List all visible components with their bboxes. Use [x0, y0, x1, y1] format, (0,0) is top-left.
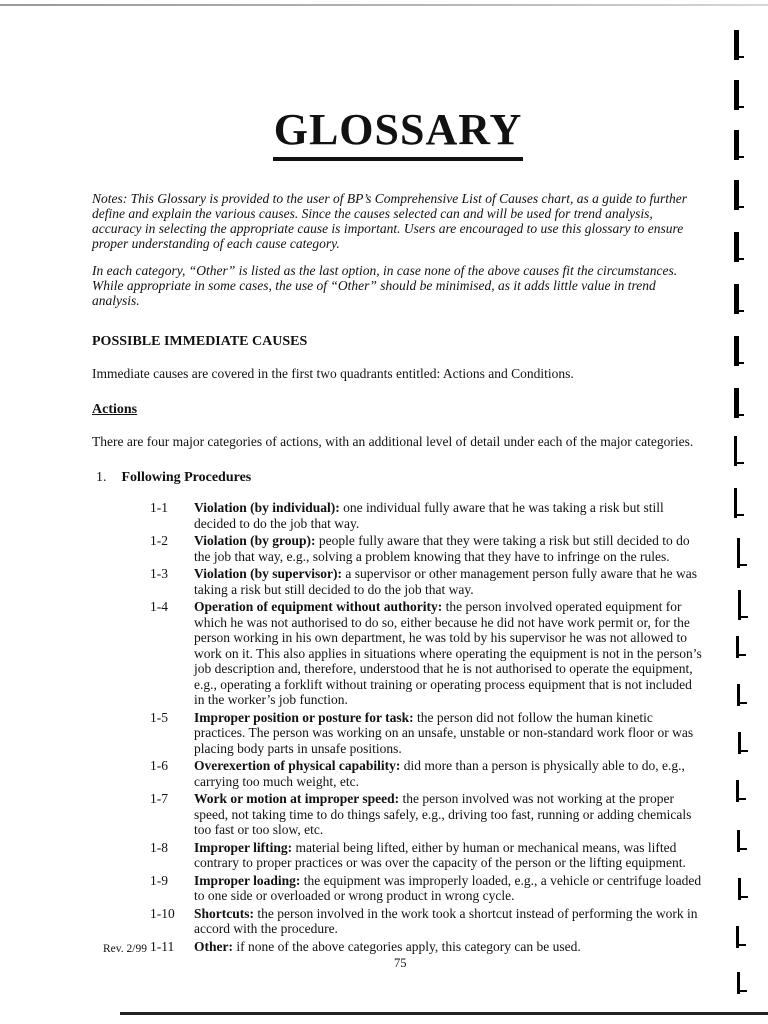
section-heading: POSSIBLE IMMEDIATE CAUSES: [92, 334, 308, 349]
edge-mark: [734, 56, 744, 58]
edge-mark: [734, 514, 744, 516]
glossary-item: [92, 599, 704, 708]
edge-mark: [736, 654, 746, 656]
category-number: 1.: [96, 470, 107, 485]
category-name: Following Procedures: [121, 470, 252, 485]
item-code: 1-4: [150, 599, 168, 614]
edge-mark: [734, 258, 744, 260]
edge-mark: [737, 564, 747, 566]
glossary-item: [92, 758, 704, 789]
cause-list: [92, 500, 704, 954]
item-term: Violation (by supervisor):: [194, 566, 342, 581]
binding-edge-marks: [728, 0, 768, 1024]
glossary-item: [92, 939, 704, 955]
item-text: did more than a person is physically able to do, e.g., carrying too much weight, etc.: [194, 758, 685, 789]
scan-top-edge: [0, 4, 768, 6]
item-code: 1-8: [150, 839, 168, 855]
edge-mark: [738, 750, 748, 752]
item-description: [194, 599, 704, 708]
glossary-item: [92, 906, 704, 937]
item-description: [194, 758, 704, 789]
item-term: Improper lifting:: [194, 839, 293, 855]
item-term: Other:: [194, 938, 233, 954]
edge-mark: [734, 414, 744, 416]
glossary-item: [92, 791, 704, 838]
item-description: [194, 791, 704, 838]
edge-mark: [734, 156, 744, 158]
glossary-item: [92, 710, 704, 757]
edge-mark: [737, 990, 747, 992]
page-title: GLOSSARY: [273, 105, 523, 154]
edge-mark: [734, 462, 744, 464]
glossary-item: [92, 840, 704, 871]
notes-block: [92, 191, 704, 308]
item-code: 1-1: [150, 500, 168, 515]
item-text: if none of the above categories apply, this category can be used.: [232, 938, 581, 954]
glossary-item: [92, 566, 704, 597]
scan-bottom-edge: [120, 1012, 768, 1015]
item-text: the person involved operated equipment for which he was not authorised to do so, either because he did not have work permit or, for the person working in his own department, he was told by his supervisor he was not allowed to work on it. This also applies in situations where operating the equipment is not in the person’s job description and, therefore, understood that he is not authorised to operate the equipment, e.g., operating a forklift without training or operating process equipment that is not included in the worker’s job function.: [194, 599, 702, 707]
subsection-heading: Actions: [92, 402, 138, 417]
item-term: Violation (by group):: [194, 533, 316, 548]
item-code: 1-2: [150, 533, 168, 548]
edge-mark: [736, 944, 746, 946]
edge-mark: [734, 310, 744, 312]
item-term: Improper loading:: [194, 872, 301, 888]
revision-label: Rev. 2/99: [103, 943, 147, 955]
item-text: the person involved was not working at the proper speed, not taking time to do things safely, e.g., driving too fast, running or adding chemicals too fast or too slow, etc.: [194, 791, 692, 837]
item-code: 1-6: [150, 758, 168, 773]
item-code: 1-9: [150, 872, 168, 888]
item-term: Violation (by individual):: [194, 500, 340, 515]
item-code: 1-5: [150, 709, 168, 725]
item-text: the person did not follow the human kinetic practices. The person was working on an unsafe, unstable or non-standard work floor or was placing body parts in unsafe positions.: [194, 709, 694, 756]
edge-mark: [734, 362, 744, 364]
edge-mark: [737, 702, 747, 704]
glossary-item: [92, 873, 704, 904]
item-description: [194, 566, 704, 597]
glossary-item: [92, 533, 704, 564]
glossary-page: [92, 96, 704, 956]
glossary-item: [92, 500, 704, 531]
item-code: 1-10: [150, 905, 175, 921]
item-text: the person involved in the work took a shortcut instead of performing the work in accord with the procedure.: [194, 905, 698, 936]
item-term: Improper position or posture for task:: [194, 709, 414, 725]
title-underline: [273, 157, 523, 161]
item-code: 1-3: [150, 566, 168, 581]
item-text: the equipment was improperly loaded, e.g., a vehicle or centrifuge loaded to one side or overloaded or wrong product in wrong cycle.: [194, 872, 702, 903]
item-term: Work or motion at improper speed:: [194, 791, 400, 806]
edge-mark: [734, 106, 744, 108]
item-description: [194, 500, 704, 531]
item-term: Overexertion of physical capability:: [194, 758, 401, 773]
item-description: [194, 939, 704, 955]
edge-mark: [738, 896, 748, 898]
page-number: 75: [394, 956, 407, 970]
edge-mark: [738, 616, 748, 618]
item-description: [194, 873, 704, 904]
subsection-intro: There are four major categories of actions, with an additional level of detail under each of the major categories.: [92, 434, 694, 449]
item-text: material being lifted, either by human or mechanical means, was lifted contrary to proper practices or was over the capacity of the person or the lifting equipment.: [194, 839, 686, 870]
item-description: [194, 533, 704, 564]
notes-paragraph: Notes: This Glossary is provided to the user of BP’s Comprehensive List of Causes chart, as a guide to further define and explain the various causes. Since the causes selected can and will be used for trend analysis, accuracy in selecting the appropriate cause is important. Users are encouraged to use this glossary to ensure proper understanding of each cause category.: [92, 191, 687, 251]
item-description: [194, 710, 704, 757]
edge-mark: [737, 848, 747, 850]
section-intro: Immediate causes are covered in the first two quadrants entitled: Actions and Conditions.: [92, 366, 574, 381]
item-description: [194, 840, 704, 871]
item-term: Shortcuts:: [194, 905, 254, 921]
item-description: [194, 906, 704, 937]
item-term: Operation of equipment without authority:: [194, 599, 443, 614]
item-code: 1-11: [150, 938, 175, 954]
item-text: people fully aware that they were taking a risk but still decided to do the job that way, e.g., solving a problem knowing that they have to infringe on the rules.: [194, 533, 690, 564]
category-heading: [96, 470, 704, 486]
edge-mark: [736, 798, 746, 800]
notes-paragraph: In each category, “Other” is listed as the last option, in case none of the above causes fit the circumstances. While appropriate in some cases, the use of “Other” should be minimised, as it adds little value in trend analysis.: [92, 263, 678, 308]
item-code: 1-7: [150, 791, 168, 806]
item-text: one individual fully aware that he was taking a risk but still decided to do the job that way.: [194, 500, 664, 531]
item-text: a supervisor or other management person fully aware that he was taking a risk but still decided to do the job that way.: [194, 566, 698, 597]
edge-mark: [734, 206, 744, 208]
